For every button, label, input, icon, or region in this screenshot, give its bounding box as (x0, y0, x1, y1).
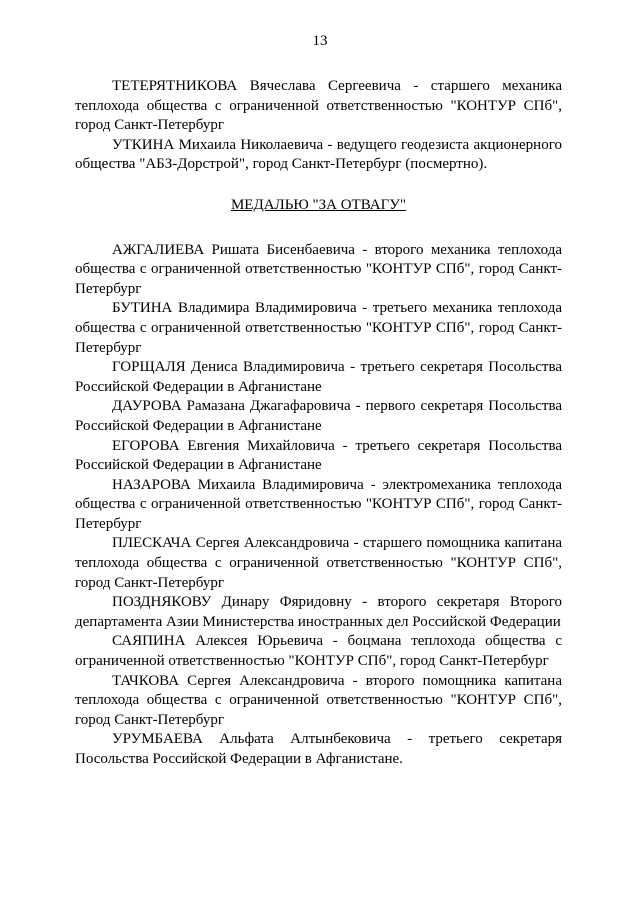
award-entry: НАЗАРОВА Михаила Владимировича - электромеханика теплохода общества с ограниченной ответственностью "КОНТУР СПб", город Санкт-Петербург (75, 476, 562, 532)
award-entry: ГОРЩАЛЯ Дениса Владимировича - третьего секретаря Посольства Российской Федерации в Афганистане (75, 359, 562, 395)
document-body (75, 77, 562, 770)
award-entry: ПОЗДНЯКОВУ Динару Фяридовну - второго секретаря Второго департамента Азии Министерства иностранных дел Российской Федерации (75, 594, 562, 630)
award-entry: ЕГОРОВА Евгения Михайловича - третьего секретаря Посольства Российской Федерации в Афганистане (75, 437, 562, 474)
award-entry: УТКИНА Михаила Николаевича - ведущего геодезиста акционерного общества "АБЗ-Дорстрой", город Санкт-Петербург (посмертно). (75, 136, 562, 173)
award-entry: ДАУРОВА Рамазана Джагафаровича - первого секретаря Посольства Российской Федерации в Афганистане (75, 398, 562, 434)
section-heading: МЕДАЛЬЮ "ЗА ОТВАГУ" (230, 196, 407, 213)
award-entry: АЖГАЛИЕВА Ришата Бисенбаевича - второго механика теплохода общества с ограниченной ответственностью "КОНТУР СПб", город Санкт-Петербург (75, 241, 562, 297)
award-entry: ТАЧКОВА Сергея Александровича - второго помощника капитана теплохода общества с ограниченной ответственностью "КОНТУР СПб", город Санкт-Петербург (75, 672, 562, 728)
award-entry: ПЛЕСКАЧА Сергея Александровича - старшего помощника капитана теплохода общества с ограниченной ответственностью "КОНТУР СПб", город Санкт-Петербург (75, 535, 562, 591)
award-entry: ТЕТЕРЯТНИКОВА Вячеслава Сергеевича - старшего механика теплохода общества с ограниченной ответственностью "КОНТУР СПб", город Санкт-Петербург (75, 78, 562, 134)
award-entry: БУТИНА Владимира Владимировича - третьего механика теплохода общества с ограниченной ответственностью "КОНТУР СПб", город Санкт-Петербург (75, 300, 562, 356)
award-entry: САЯПИНА Алексея Юрьевича - боцмана теплохода общества с ограниченной ответственностью "КОНТУР СПб", город Санкт-Петербург (75, 633, 562, 670)
page-number: 13 (312, 33, 328, 49)
award-entry: УРУМБАЕВА Альфата Алтынбековича - третьего секретаря Посольства Российской Федерации в Афганистане. (75, 731, 562, 767)
